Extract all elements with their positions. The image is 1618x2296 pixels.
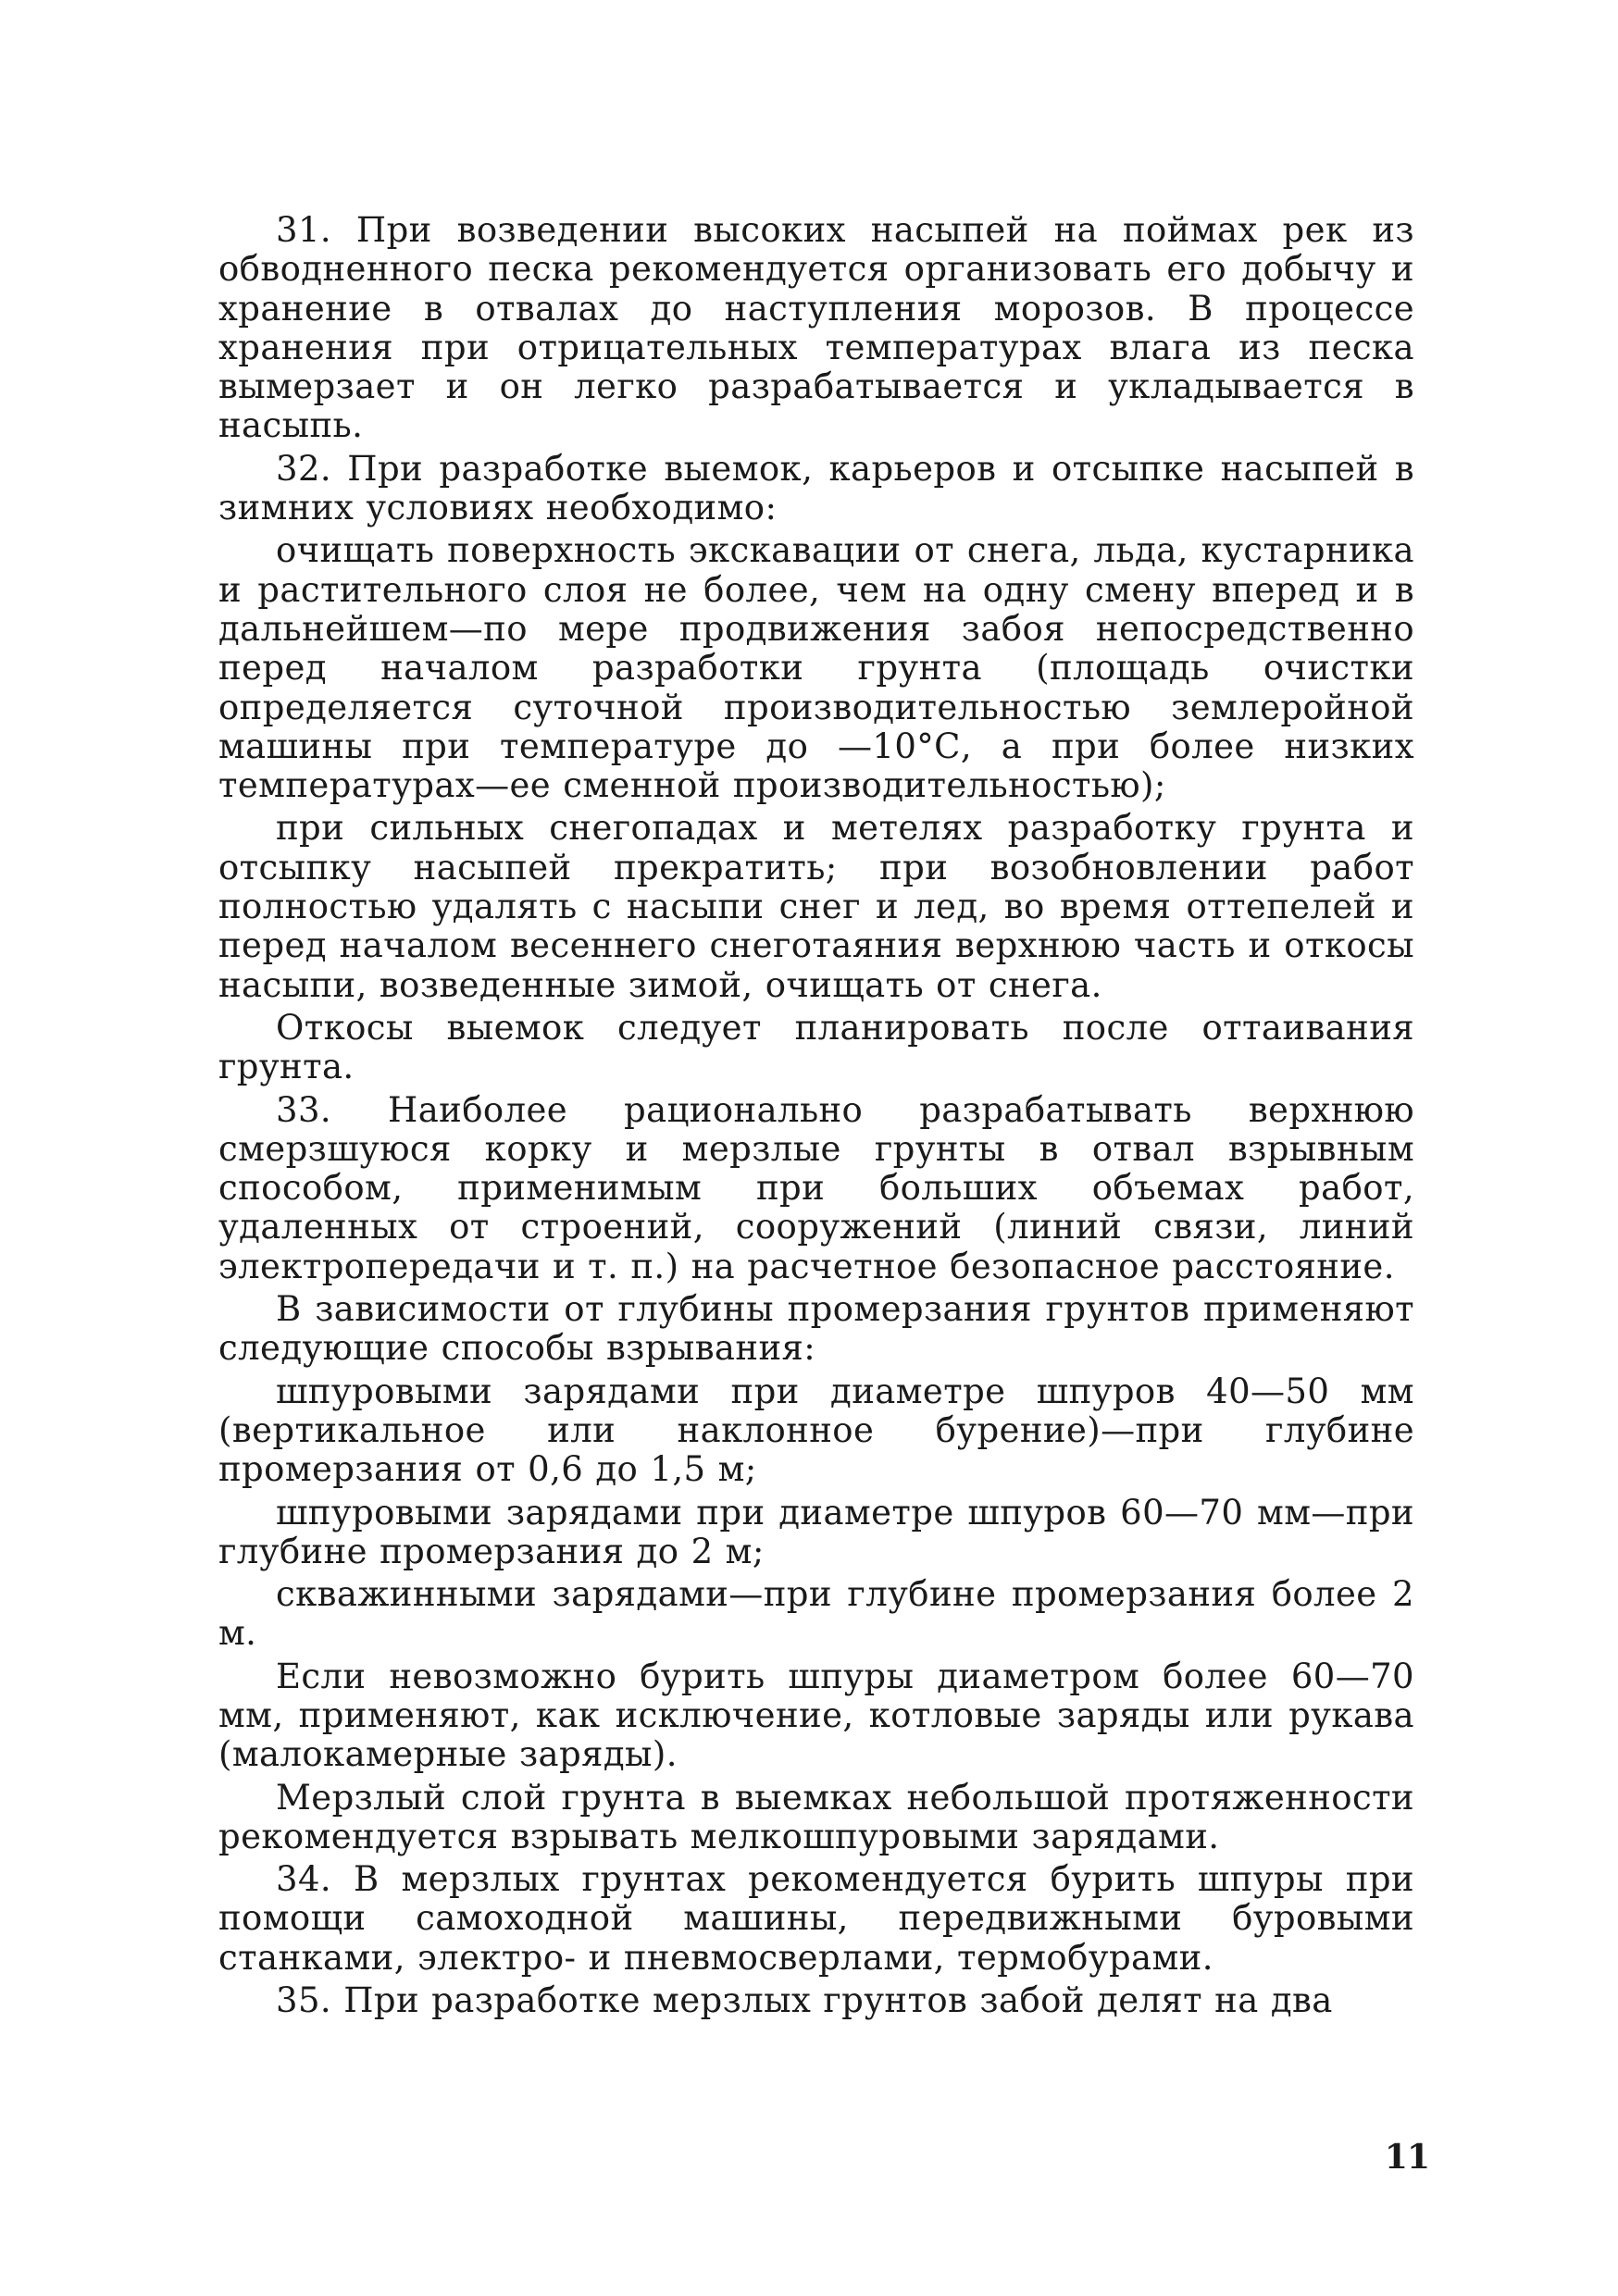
paragraph-clearing-surface: очищать поверхность экскавации от снега, льда, кустарника и растительного слоя не более, чем на одну смену вперед и в дальнейшем—по мере продвижения забоя непосредственно перед началом разработки грунта (площадь очистки определяется суточной производительностью землеройной машины при температуре до —10°С, а при более низких температурах—ее сменной производительностью); [218,530,1414,806]
paragraph-slopes: Откосы выемок следует планировать после оттаивания грунта. [218,1007,1414,1087]
paragraph-borehole-charges: скважинными зарядами—при глубине промерзания более 2 м. [218,1574,1414,1654]
paragraph-small-hole-charges: Мерзлый слой грунта в выемках небольшой протяженности рекомендуется взрывать мелкошпуровыми зарядами. [218,1777,1414,1856]
body-text [218,211,1414,2020]
paragraph-blasting-methods: В зависимости от глубины промерзания грунтов применяют следующие способы взрывания: [218,1289,1414,1369]
paragraph-hole-charges-40-50: шпуровыми зарядами при диаметре шпуров 40—50 мм (вертикальное или наклонное бурение)—при глубине промерзания от 0,6 до 1,5 м; [218,1371,1414,1490]
paragraph-35: 35. При разработке мерзлых грунтов забой делят на два [276,1980,1333,2021]
paragraph-31: 31. При возведении высоких насыпей на поймах рек из обводненного песка рекомендуется организовать его добычу и хранение в отвалах до наступления морозов. В процессе хранения при отрицательных температурах влага из песка вымерзает и он легко разрабатывается и укладывается в насыпь. [218,210,1414,446]
paragraph-34: 34. В мерзлых грунтах рекомендуется бурить шпуры при помощи самоходной машины, передвижными буровыми станками, электро- и пневмосверлами, термобурами. [218,1859,1414,1978]
paragraph-chamber-charges: Если невозможно бурить шпуры диаметром более 60—70 мм, применяют, как исключение, котловые заряды или рукава (малокамерные заряды). [218,1656,1414,1775]
paragraph-33: 33. Наиболее рационально разрабатывать верхнюю смерзшуюся корку и мерзлые грунты в отвал взрывным способом, применимым при больших объемах работ, удаленных от строений, сооружений (линий связи, линий электропередачи и т. п.) на расчетное безопасное расстояние. [218,1089,1414,1286]
paragraph-hole-charges-60-70: шпуровыми зарядами при диаметре шпуров 60—70 мм—при глубине промерзания до 2 м; [218,1492,1414,1571]
paragraph-32: 32. При разработке выемок, карьеров и отсыпке насыпей в зимних условиях необходимо: [218,448,1414,528]
page-number: 11 [1384,2138,1429,2177]
paragraph-snowfall: при сильных снегопадах и метелях разработку грунта и отсыпку насыпей прекратить; при возобновлении работ полностью удалять с насыпи снег и лед, во время оттепелей и перед началом весеннего снеготаяния верхнюю часть и откосы насыпи, возведенные зимой, очищать от снега. [218,808,1414,1005]
